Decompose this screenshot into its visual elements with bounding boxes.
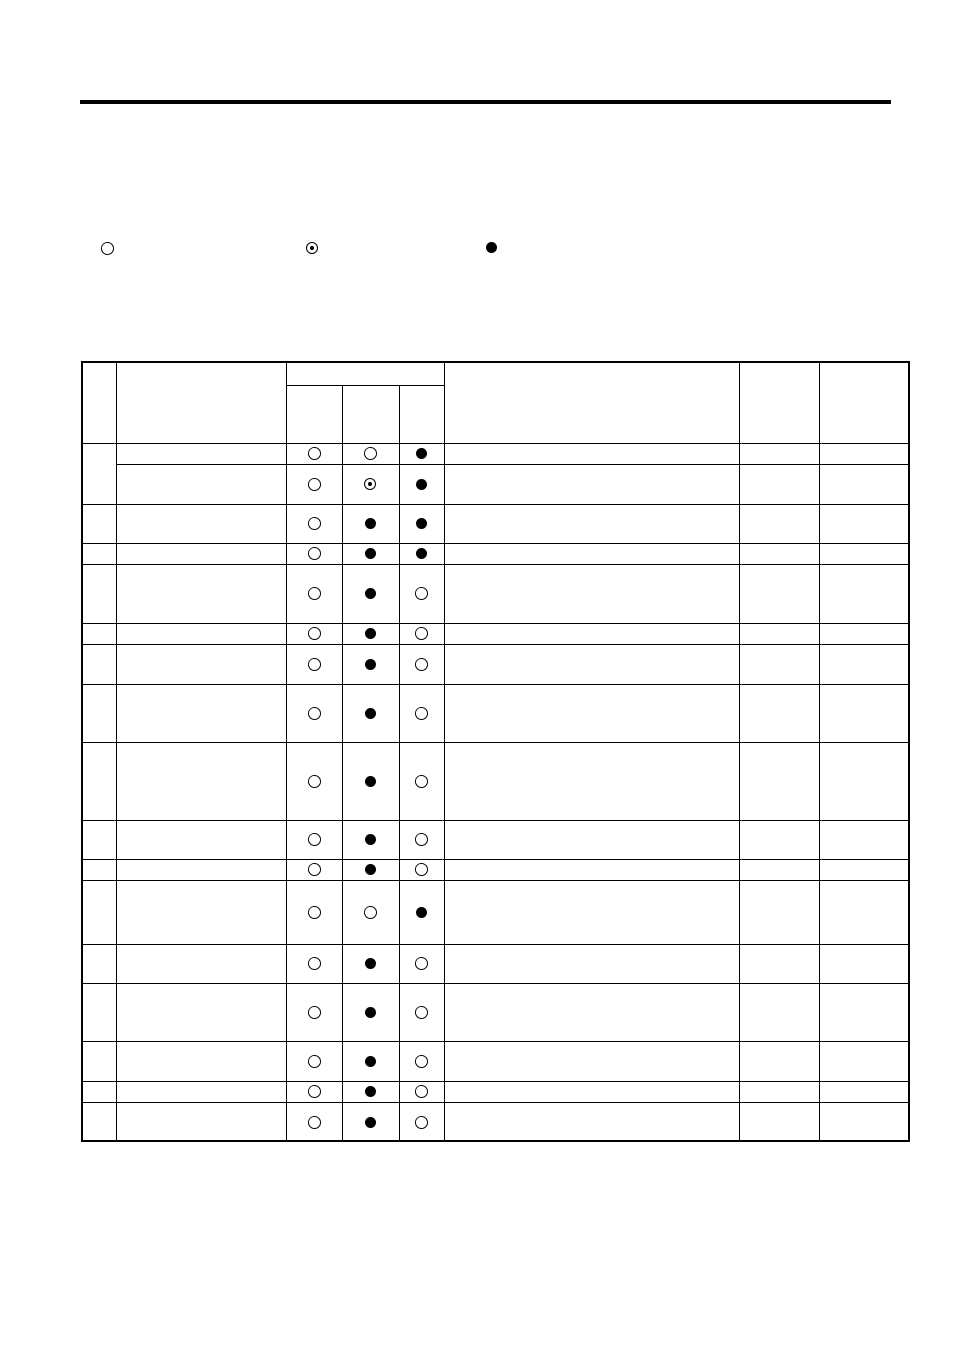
table-mark-open-circle-icon [308, 517, 321, 530]
table-mark-filled-circle-icon [365, 588, 376, 599]
table-mark-open-circle-icon [308, 1006, 321, 1019]
table-mark-open-circle-icon [415, 1085, 428, 1098]
row-divider [81, 504, 910, 505]
table-mark-open-circle-icon [415, 863, 428, 876]
table-mark-open-circle-icon [308, 775, 321, 788]
table-mark-filled-circle-icon [365, 708, 376, 719]
legend-filled-circle-icon [486, 242, 497, 253]
row-divider [81, 820, 910, 821]
table-mark-open-circle-icon [415, 627, 428, 640]
table-mark-open-circle-icon [415, 775, 428, 788]
table-mark-filled-circle-icon [365, 1007, 376, 1018]
table-mark-open-circle-icon [308, 863, 321, 876]
table-mark-open-circle-icon [308, 587, 321, 600]
row-divider [81, 880, 910, 881]
table-mark-filled-circle-icon [365, 958, 376, 969]
col-divider [739, 361, 740, 1142]
table-mark-open-circle-icon [415, 587, 428, 600]
table-mark-open-circle-icon [364, 447, 377, 460]
row-divider [81, 742, 910, 743]
table-mark-open-circle-icon [308, 906, 321, 919]
table-mark-open-circle-icon [308, 658, 321, 671]
col-divider [342, 385, 343, 1142]
table-mark-filled-circle-icon [365, 864, 376, 875]
table-mark-open-circle-icon [415, 957, 428, 970]
table-mark-open-circle-icon [415, 658, 428, 671]
table-mark-open-circle-icon [308, 627, 321, 640]
table-mark-open-circle-icon [308, 833, 321, 846]
row-divider [81, 859, 910, 860]
row-divider [81, 1102, 910, 1103]
table-mark-filled-circle-icon [365, 1086, 376, 1097]
row-divider [81, 543, 910, 544]
table-mark-filled-circle-icon [365, 1056, 376, 1067]
row-divider [116, 464, 910, 465]
col-divider [286, 361, 287, 1142]
table-mark-open-circle-icon [415, 833, 428, 846]
legend-open-circle-icon [101, 242, 114, 255]
row-divider [81, 684, 910, 685]
col-divider [399, 385, 400, 1142]
table-mark-filled-circle-icon [365, 834, 376, 845]
row-divider [81, 1081, 910, 1082]
table-mark-filled-circle-icon [365, 628, 376, 639]
header-subdivider [286, 385, 444, 386]
table-mark-open-circle-icon [308, 957, 321, 970]
row-divider [81, 983, 910, 984]
row-divider [81, 623, 910, 624]
table-mark-dotted-circle-icon [364, 478, 376, 490]
table-mark-filled-circle-icon [416, 518, 427, 529]
table-mark-filled-circle-icon [416, 548, 427, 559]
row-divider [81, 644, 910, 645]
table-mark-open-circle-icon [364, 906, 377, 919]
compatibility-table [81, 361, 910, 1142]
row-divider [81, 944, 910, 945]
table-mark-open-circle-icon [415, 1055, 428, 1068]
table-mark-open-circle-icon [308, 1085, 321, 1098]
table-mark-open-circle-icon [308, 547, 321, 560]
table-mark-open-circle-icon [308, 1055, 321, 1068]
table-mark-open-circle-icon [308, 447, 321, 460]
table-mark-filled-circle-icon [365, 518, 376, 529]
table-mark-open-circle-icon [308, 707, 321, 720]
table-mark-open-circle-icon [308, 1116, 321, 1129]
row-divider [81, 443, 910, 444]
table-mark-open-circle-icon [415, 1116, 428, 1129]
legend-dotted-circle-icon [306, 242, 318, 254]
table-mark-filled-circle-icon [416, 448, 427, 459]
table-mark-filled-circle-icon [365, 659, 376, 670]
table-mark-filled-circle-icon [416, 479, 427, 490]
table-mark-open-circle-icon [415, 1006, 428, 1019]
row-divider [81, 564, 910, 565]
table-mark-open-circle-icon [308, 478, 321, 491]
col-divider [444, 361, 445, 1142]
table-mark-filled-circle-icon [416, 907, 427, 918]
table-mark-open-circle-icon [415, 707, 428, 720]
table-mark-filled-circle-icon [365, 548, 376, 559]
row-divider [81, 1041, 910, 1042]
header-rule [80, 100, 891, 104]
table-mark-filled-circle-icon [365, 776, 376, 787]
table-mark-filled-circle-icon [365, 1117, 376, 1128]
col-divider [819, 361, 820, 1142]
col-divider [116, 361, 117, 1142]
